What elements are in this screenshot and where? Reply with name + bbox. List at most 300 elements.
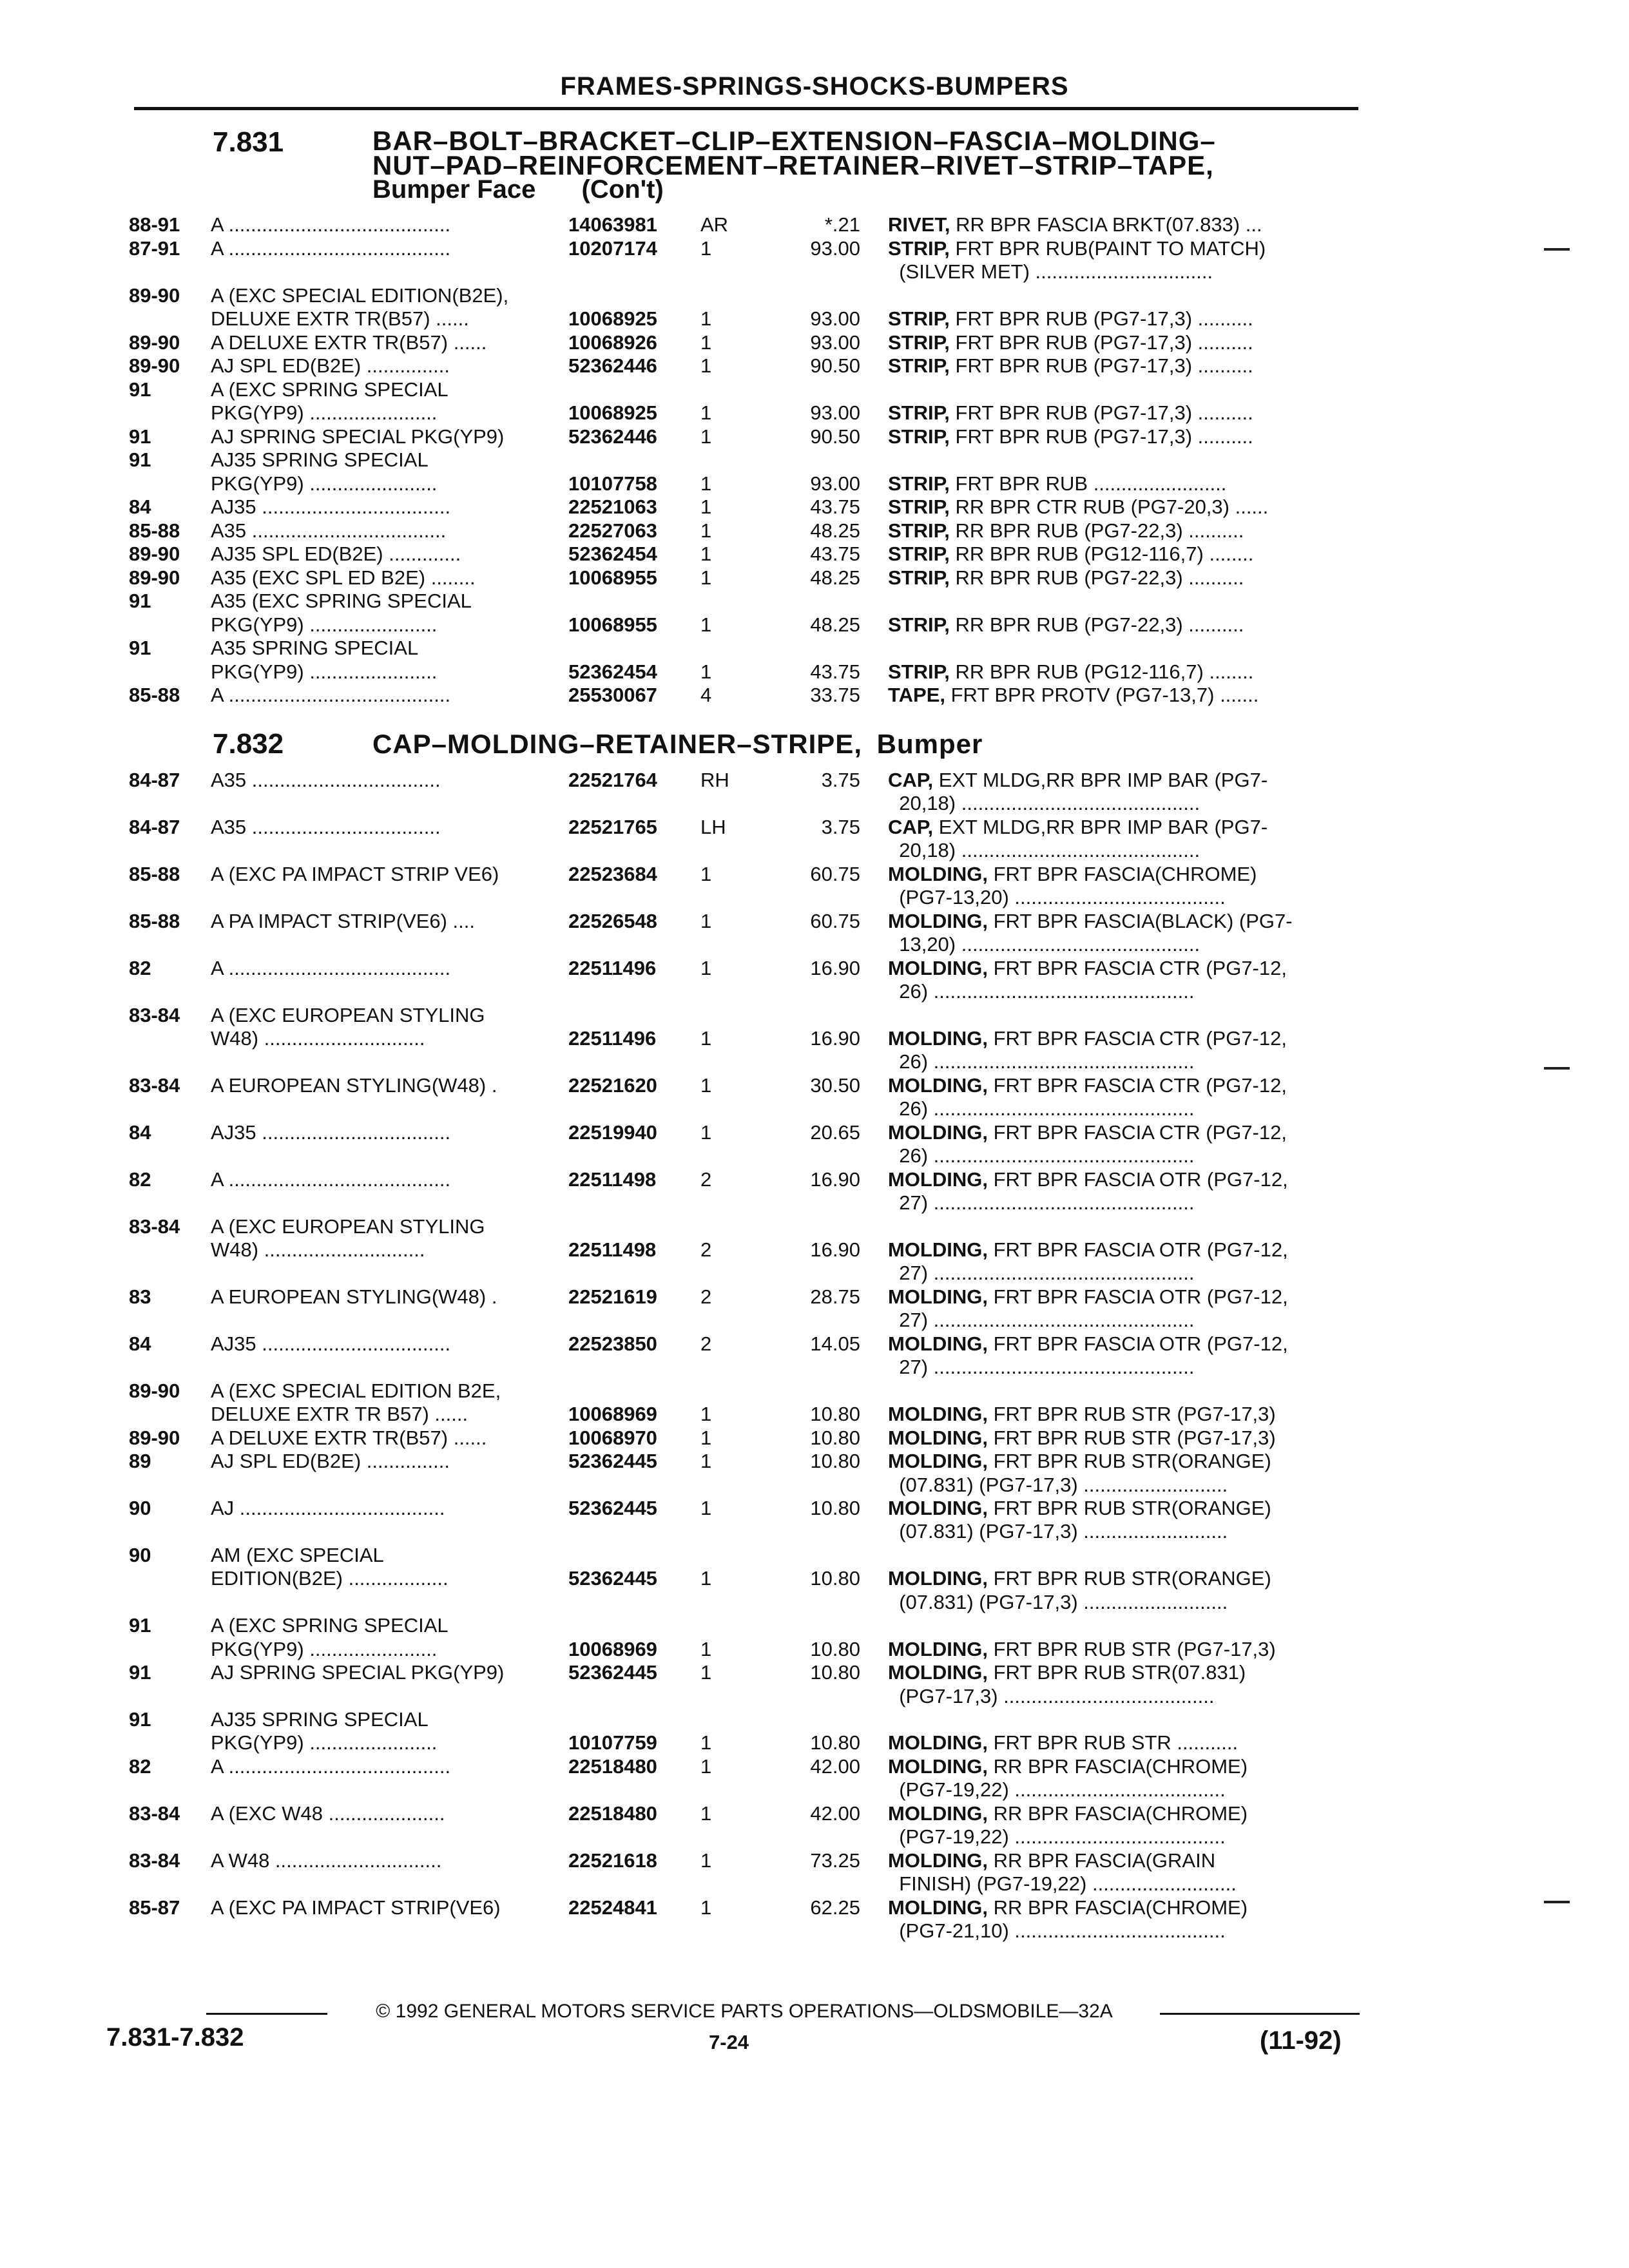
year-cell: 89-90 xyxy=(129,566,180,589)
part-name-detail: FRT BPR FASCIA OTR (PG7-12, xyxy=(988,1332,1288,1355)
year-cell: 84 xyxy=(129,1120,151,1144)
part-name-detail: FRT BPR RUB STR(07.831) xyxy=(988,1661,1246,1684)
description-cell: A35 SPRING SPECIAL xyxy=(211,637,419,659)
quantity-cell: 1 xyxy=(700,1731,712,1754)
part-name-cell xyxy=(888,909,1354,933)
year-cell: 83-84 xyxy=(129,1215,180,1238)
part-name-detail: (SILVER MET) ................................ xyxy=(888,260,1213,283)
part-name-cell xyxy=(888,1026,1354,1050)
part-name-keyword: MOLDING, xyxy=(888,909,988,932)
part-name-detail: (PG7-19,22) ...................................... xyxy=(888,1778,1226,1802)
description-cell: AM (EXC SPECIAL xyxy=(211,1543,384,1566)
part-name-detail: RR BPR FASCIA BRKT(07.833) ... xyxy=(950,213,1262,236)
part-name-detail: FRT BPR RUB(PAINT TO MATCH) xyxy=(949,236,1266,260)
part-name-cell xyxy=(888,331,1354,354)
part-name-detail: FRT BPR RUB (PG7-17,3) .......... xyxy=(949,354,1253,377)
description-cell: PKG(YP9) ....................... xyxy=(211,613,438,636)
part-name-detail: FRT BPR RUB (PG7-17,3) .......... xyxy=(949,401,1253,424)
quantity-cell: 1 xyxy=(700,862,712,885)
year-cell: 91 xyxy=(129,448,151,471)
part-name-detail: FINISH) (PG7-19,22) .......................... xyxy=(888,1872,1237,1896)
part-name-keyword: MOLDING, xyxy=(888,1849,988,1872)
year-cell: 83-84 xyxy=(129,1003,180,1026)
price-cell: 30.50 xyxy=(810,1073,860,1097)
quantity-cell: 1 xyxy=(700,1754,712,1778)
part-name-detail: 20,18) ........................................... xyxy=(888,839,1200,862)
part-name-cell xyxy=(888,1168,1354,1191)
part-name-detail: FRT BPR RUB (PG7-17,3) .......... xyxy=(949,425,1253,448)
description-cell: A (EXC PA IMPACT STRIP(VE6) xyxy=(211,1896,501,1919)
description-cell: A ........................................ xyxy=(211,1754,451,1778)
year-cell: 83 xyxy=(129,1285,151,1308)
part-name-keyword: MOLDING, xyxy=(888,1637,988,1660)
part-name-keyword: MOLDING, xyxy=(888,1450,988,1473)
part-name-keyword: STRIP, xyxy=(888,613,950,636)
part-number-cell: 22521619 xyxy=(568,1285,657,1308)
part-name-keyword: MOLDING, xyxy=(888,1168,988,1191)
part-number-cell: 52362445 xyxy=(568,1567,657,1590)
part-name-cell xyxy=(888,1849,1354,1872)
page-title: FRAMES-SPRINGS-SHOCKS-BUMPERS xyxy=(560,72,1069,101)
part-name-cell xyxy=(888,1050,1354,1073)
part-name-keyword: STRIP, xyxy=(888,236,950,260)
part-number-cell: 22524841 xyxy=(568,1896,657,1919)
description-cell: A ........................................ xyxy=(211,956,451,979)
part-number-cell: 52362445 xyxy=(568,1450,657,1473)
part-name-cell xyxy=(888,542,1354,566)
year-cell: 85-88 xyxy=(129,862,180,885)
quantity-cell: 1 xyxy=(700,1567,712,1590)
part-name-cell xyxy=(888,956,1354,980)
quantity-cell: 1 xyxy=(700,956,712,979)
part-name-detail: RR BPR FASCIA(CHROME) xyxy=(988,1754,1248,1778)
description-cell: AJ SPL ED(B2E) ............... xyxy=(211,354,450,377)
part-name-cell xyxy=(888,472,1354,495)
part-number-cell: 22521764 xyxy=(568,769,657,791)
year-cell: 85-88 xyxy=(129,684,180,706)
part-name-cell xyxy=(888,979,1354,1003)
part-name-detail: (PG7-21,10) ...................................... xyxy=(888,1919,1226,1943)
part-name-keyword: CAP, xyxy=(888,769,934,791)
part-name-keyword: MOLDING, xyxy=(888,1238,988,1261)
quantity-cell: 4 xyxy=(700,684,712,706)
description-cell: A (EXC SPRING SPECIAL xyxy=(211,378,448,401)
part-name-keyword: RIVET, xyxy=(888,213,950,236)
part-name-detail: RR BPR FASCIA(GRAIN xyxy=(988,1849,1216,1872)
year-cell: 91 xyxy=(129,1708,151,1731)
part-number-cell: 25530067 xyxy=(568,684,657,706)
price-cell: 28.75 xyxy=(810,1285,860,1308)
part-name-cell xyxy=(888,1308,1354,1332)
part-name-detail: RR BPR RUB (PG12-116,7) ........ xyxy=(949,660,1254,683)
part-name-detail: FRT BPR FASCIA CTR (PG7-12, xyxy=(988,1073,1287,1097)
part-name-cell xyxy=(888,1660,1354,1684)
description-cell: AJ35 .................................. xyxy=(211,1332,451,1355)
part-name-detail: 26) ............................................... xyxy=(888,1050,1195,1073)
part-name-detail: FRT BPR FASCIA CTR (PG7-12, xyxy=(988,1120,1287,1144)
quantity-cell: 1 xyxy=(700,1403,712,1426)
year-cell: 91 xyxy=(129,425,151,448)
part-name-detail: FRT BPR FASCIA CTR (PG7-12, xyxy=(988,956,1287,979)
part-name-detail: FRT BPR FASCIA OTR (PG7-12, xyxy=(988,1285,1288,1308)
description-cell: PKG(YP9) ....................... xyxy=(211,1637,438,1660)
part-name-keyword: STRIP, xyxy=(888,519,950,542)
part-number-cell: 10107759 xyxy=(568,1731,657,1754)
part-number-cell: 22518480 xyxy=(568,1802,657,1825)
price-cell: 10.80 xyxy=(810,1637,860,1660)
part-name-keyword: CAP, xyxy=(888,815,934,838)
description-cell: A (EXC EUROPEAN STYLING xyxy=(211,1215,485,1238)
price-cell: 16.90 xyxy=(810,956,860,979)
part-name-detail: FRT BPR RUB STR (PG7-17,3) xyxy=(988,1637,1276,1660)
part-name-detail: 20,18) ........................................... xyxy=(888,792,1200,815)
quantity-cell: 1 xyxy=(700,1496,712,1519)
part-name-cell xyxy=(888,660,1354,684)
part-number-cell: 10068970 xyxy=(568,1426,657,1449)
quantity-cell: 1 xyxy=(700,909,712,932)
quantity-cell: 2 xyxy=(700,1238,712,1261)
description-cell: AJ35 SPL ED(B2E) ............. xyxy=(211,543,461,565)
part-name-detail: (PG7-19,22) ...................................... xyxy=(888,1825,1226,1849)
part-name-keyword: MOLDING, xyxy=(888,956,988,979)
part-name-cell xyxy=(888,260,1354,284)
year-cell: 91 xyxy=(129,378,151,401)
quantity-cell: 1 xyxy=(700,613,712,636)
description-cell: PKG(YP9) ....................... xyxy=(211,1731,438,1754)
quantity-cell: 1 xyxy=(700,401,712,424)
part-name-cell xyxy=(888,1426,1354,1450)
part-name-cell xyxy=(888,1144,1354,1168)
description-cell: A (EXC SPRING SPECIAL xyxy=(211,1614,448,1637)
description-cell: AJ SPRING SPECIAL PKG(YP9) xyxy=(211,425,505,448)
quantity-cell: 1 xyxy=(700,495,712,518)
part-name-keyword: STRIP, xyxy=(888,660,950,683)
price-cell: 10.80 xyxy=(810,1450,860,1473)
part-name-detail: EXT MLDG,RR BPR IMP BAR (PG7- xyxy=(933,769,1268,791)
part-name-keyword: MOLDING, xyxy=(888,1496,988,1519)
description-cell: A (EXC SPECIAL EDITION(B2E), xyxy=(211,284,509,307)
description-cell: A ........................................ xyxy=(211,684,451,706)
part-name-keyword: MOLDING, xyxy=(888,1802,988,1825)
part-number-cell: 10068969 xyxy=(568,1637,657,1660)
quantity-cell: 2 xyxy=(700,1168,712,1191)
part-name-cell xyxy=(888,815,1354,839)
part-name-cell xyxy=(888,1590,1354,1614)
price-cell: 3.75 xyxy=(821,815,860,838)
part-name-detail: FRT BPR FASCIA(BLACK) (PG7- xyxy=(988,909,1293,932)
part-name-detail: EXT MLDG,RR BPR IMP BAR (PG7- xyxy=(933,815,1268,838)
year-cell: 91 xyxy=(129,637,151,659)
part-name-cell xyxy=(888,1238,1354,1262)
part-name-cell xyxy=(888,1355,1354,1379)
section-title xyxy=(372,729,983,759)
header-rule xyxy=(134,107,1358,110)
part-number-cell: 52362445 xyxy=(568,1661,657,1684)
year-cell: 91 xyxy=(129,1661,151,1684)
part-name-detail: RR BPR RUB (PG7-22,3) .......... xyxy=(949,519,1244,542)
part-name-keyword: STRIP, xyxy=(888,472,950,495)
part-number-cell: 22511496 xyxy=(568,956,657,979)
part-name-detail: (07.831) (PG7-17,3) .......................... xyxy=(888,1520,1228,1543)
year-cell: 91 xyxy=(129,1614,151,1637)
quantity-cell: LH xyxy=(700,815,726,838)
part-name-keyword: MOLDING, xyxy=(888,1403,988,1426)
description-cell: AJ35 SPRING SPECIAL xyxy=(211,448,429,471)
margin-mark xyxy=(1544,1067,1570,1070)
price-cell: 43.75 xyxy=(810,660,860,683)
part-number-cell: 22526548 xyxy=(568,909,657,932)
part-name-cell xyxy=(888,885,1354,909)
section-subtitle xyxy=(372,175,664,204)
part-name-detail: (07.831) (PG7-17,3) .......................... xyxy=(888,1590,1228,1613)
price-cell: 48.25 xyxy=(810,519,860,542)
description-cell: A ........................................ xyxy=(211,213,451,236)
year-cell: 89-90 xyxy=(129,354,180,377)
price-cell: 14.05 xyxy=(810,1332,860,1355)
year-cell: 89-90 xyxy=(129,331,180,354)
part-name-keyword: MOLDING, xyxy=(888,1285,988,1308)
description-cell: DELUXE EXTR TR(B57) ...... xyxy=(211,307,469,330)
price-cell: 93.00 xyxy=(810,236,860,260)
part-name-detail: FRT BPR RUB STR (PG7-17,3) xyxy=(988,1403,1276,1426)
description-cell: A DELUXE EXTR TR(B57) ...... xyxy=(211,331,487,354)
part-name-detail: RR BPR RUB (PG7-22,3) .......... xyxy=(949,566,1244,589)
year-cell: 82 xyxy=(129,1754,151,1778)
price-cell: 73.25 xyxy=(810,1849,860,1872)
price-cell: 16.90 xyxy=(810,1238,860,1261)
description-cell: A (EXC PA IMPACT STRIP VE6) xyxy=(211,862,499,885)
part-name-keyword: TAPE, xyxy=(888,684,945,706)
part-name-keyword: MOLDING, xyxy=(888,1120,988,1144)
description-cell: A35 .................................. xyxy=(211,769,441,791)
part-number-cell: 10207174 xyxy=(568,236,657,260)
part-name-detail: FRT BPR RUB STR(ORANGE) xyxy=(988,1450,1271,1473)
quantity-cell: 1 xyxy=(700,236,712,260)
part-name-cell xyxy=(888,1449,1354,1473)
part-name-detail: FRT BPR FASCIA OTR (PG7-12, xyxy=(988,1168,1288,1191)
price-cell: 16.90 xyxy=(810,1026,860,1050)
description-cell: A ........................................ xyxy=(211,1168,451,1191)
part-number-cell: 10068926 xyxy=(568,331,657,354)
description-cell: PKG(YP9) ....................... xyxy=(211,472,438,495)
margin-mark xyxy=(1544,1901,1570,1903)
part-name-detail: FRT BPR RUB (PG7-17,3) .......... xyxy=(949,331,1253,354)
part-number-cell: 10068925 xyxy=(568,401,657,424)
part-name-detail: RR BPR RUB (PG7-22,3) .......... xyxy=(949,613,1244,636)
part-name-detail: (PG7-17,3) ...................................... xyxy=(888,1684,1215,1707)
part-name-cell xyxy=(888,1191,1354,1215)
description-cell: PKG(YP9) ....................... xyxy=(211,660,438,683)
price-cell: 48.25 xyxy=(810,613,860,636)
price-cell: 60.75 xyxy=(810,862,860,885)
part-name-detail: 26) ............................................... xyxy=(888,980,1195,1003)
quantity-cell: 1 xyxy=(700,519,712,542)
part-name-keyword: MOLDING, xyxy=(888,1073,988,1097)
footer-rule-right xyxy=(1160,2013,1360,2015)
quantity-cell: 1 xyxy=(700,354,712,377)
part-name-detail: (PG7-13,20) ...................................... xyxy=(888,886,1226,909)
year-cell: 88-91 xyxy=(129,213,180,236)
year-cell: 89-90 xyxy=(129,1379,180,1402)
quantity-cell: 1 xyxy=(700,566,712,589)
part-name-cell xyxy=(888,1802,1354,1825)
part-name-detail: FRT BPR RUB STR(ORANGE) xyxy=(988,1496,1271,1519)
price-cell: 10.80 xyxy=(810,1567,860,1590)
description-cell: A DELUXE EXTR TR(B57) ...... xyxy=(211,1426,487,1449)
part-name-cell xyxy=(888,1919,1354,1943)
part-number-cell: 10068925 xyxy=(568,307,657,330)
part-name-cell xyxy=(888,932,1354,956)
price-cell: 62.25 xyxy=(810,1896,860,1919)
part-name-detail: RR BPR FASCIA(CHROME) xyxy=(988,1896,1248,1919)
quantity-cell: 1 xyxy=(700,425,712,448)
description-cell: A W48 .............................. xyxy=(211,1849,442,1872)
part-name-cell xyxy=(888,1896,1354,1919)
part-name-detail: FRT BPR RUB (PG7-17,3) .......... xyxy=(949,307,1253,330)
part-name-keyword: STRIP, xyxy=(888,495,950,518)
description-cell: A PA IMPACT STRIP(VE6) .... xyxy=(211,909,475,932)
part-name-cell xyxy=(888,1778,1354,1802)
description-cell: AJ SPL ED(B2E) ............... xyxy=(211,1450,450,1473)
part-name-cell xyxy=(888,307,1354,331)
description-cell: AJ35 SPRING SPECIAL xyxy=(211,1708,429,1731)
part-name-keyword: MOLDING, xyxy=(888,1426,988,1449)
year-cell: 82 xyxy=(129,956,151,979)
price-cell: 90.50 xyxy=(810,425,860,448)
part-name-keyword: STRIP, xyxy=(888,401,950,424)
quantity-cell: 1 xyxy=(700,543,712,565)
part-name-cell xyxy=(888,1754,1354,1778)
part-name-cell xyxy=(888,566,1354,590)
part-name-keyword: MOLDING, xyxy=(888,1661,988,1684)
price-cell: 10.80 xyxy=(810,1496,860,1519)
part-number-cell: 22511498 xyxy=(568,1238,657,1261)
part-name-cell xyxy=(888,213,1354,236)
part-name-detail: FRT BPR RUB STR (PG7-17,3) xyxy=(988,1426,1276,1449)
section-subtitle-name: Bumper xyxy=(876,729,983,759)
year-cell: 89-90 xyxy=(129,543,180,565)
part-name-detail: 27) ............................................... xyxy=(888,1309,1195,1332)
margin-mark xyxy=(1544,248,1570,251)
part-number-cell: 10068955 xyxy=(568,613,657,636)
part-number-cell: 22511498 xyxy=(568,1168,657,1191)
footer-page-number: 7-24 xyxy=(709,2031,749,2053)
part-name-cell xyxy=(888,1684,1354,1708)
year-cell: 91 xyxy=(129,590,151,612)
year-cell: 82 xyxy=(129,1168,151,1191)
part-name-cell xyxy=(888,1285,1354,1309)
description-cell: EDITION(B2E) .................. xyxy=(211,1567,448,1590)
quantity-cell: 1 xyxy=(700,307,712,330)
quantity-cell: 1 xyxy=(700,1661,712,1684)
quantity-cell: RH xyxy=(700,769,729,791)
quantity-cell: 1 xyxy=(700,1637,712,1660)
year-cell: 84-87 xyxy=(129,815,180,838)
part-name-detail: FRT BPR FASCIA CTR (PG7-12, xyxy=(988,1026,1287,1050)
section-number: 7.832 xyxy=(213,728,284,760)
price-cell: 42.00 xyxy=(810,1754,860,1778)
quantity-cell: 1 xyxy=(700,1896,712,1919)
part-number-cell: 22518480 xyxy=(568,1754,657,1778)
year-cell: 83-84 xyxy=(129,1802,180,1825)
price-cell: 10.80 xyxy=(810,1426,860,1449)
year-cell: 90 xyxy=(129,1496,151,1519)
part-name-detail: FRT BPR PROTV (PG7-13,7) ....... xyxy=(945,684,1259,706)
price-cell: 90.50 xyxy=(810,354,860,377)
part-name-cell xyxy=(888,1637,1354,1661)
quantity-cell: 2 xyxy=(700,1285,712,1308)
price-cell: 93.00 xyxy=(810,307,860,330)
part-name-detail: FRT BPR RUB STR(ORANGE) xyxy=(988,1567,1271,1590)
description-cell: DELUXE EXTR TR B57) ...... xyxy=(211,1403,468,1426)
part-name-keyword: MOLDING, xyxy=(888,1332,988,1355)
description-cell: AJ SPRING SPECIAL PKG(YP9) xyxy=(211,1661,505,1684)
price-cell: *.21 xyxy=(824,213,860,236)
part-name-cell xyxy=(888,838,1354,862)
price-cell: 60.75 xyxy=(810,909,860,932)
section-title-line1: BAR–BOLT–BRACKET–CLIP–EXTENSION–FASCIA–MOLDING– xyxy=(372,126,1216,156)
description-cell: AJ ..................................... xyxy=(211,1496,445,1519)
quantity-cell: 1 xyxy=(700,660,712,683)
quantity-cell: 1 xyxy=(700,331,712,354)
price-cell: 10.80 xyxy=(810,1661,860,1684)
year-cell: 89-90 xyxy=(129,1426,180,1449)
part-name-cell xyxy=(888,401,1354,425)
part-name-detail: 13,20) ........................................... xyxy=(888,933,1200,956)
section-number: 7.831 xyxy=(213,126,284,158)
part-name-cell xyxy=(888,236,1354,260)
part-name-cell xyxy=(888,1825,1354,1849)
description-cell: W48) ............................. xyxy=(211,1238,425,1261)
section-subtitle-cont: (Con't) xyxy=(581,175,664,204)
quantity-cell: 1 xyxy=(700,1426,712,1449)
year-cell: 83-84 xyxy=(129,1849,180,1872)
description-cell: AJ35 .................................. xyxy=(211,1120,451,1144)
part-name-keyword: STRIP, xyxy=(888,425,950,448)
part-name-cell xyxy=(888,1402,1354,1426)
year-cell: 89 xyxy=(129,1450,151,1473)
part-name-cell xyxy=(888,354,1354,378)
quantity-cell: 1 xyxy=(700,1802,712,1825)
part-name-detail: RR BPR RUB (PG12-116,7) ........ xyxy=(949,543,1254,565)
year-cell: 85-88 xyxy=(129,909,180,932)
year-cell: 87-91 xyxy=(129,236,180,260)
description-cell: A ........................................ xyxy=(211,236,451,260)
part-number-cell: 22527063 xyxy=(568,519,657,542)
part-name-detail: 27) ............................................... xyxy=(888,1262,1195,1285)
part-name-cell xyxy=(888,1473,1354,1497)
part-name-cell xyxy=(888,1097,1354,1120)
part-name-cell xyxy=(888,1332,1354,1356)
part-name-cell xyxy=(888,613,1354,637)
description-cell: W48) ............................. xyxy=(211,1026,425,1050)
part-name-keyword: MOLDING, xyxy=(888,862,988,885)
quantity-cell: 1 xyxy=(700,1450,712,1473)
part-number-cell: 22511496 xyxy=(568,1026,657,1050)
part-name-keyword: MOLDING, xyxy=(888,1026,988,1050)
footer-copyright: © 1992 GENERAL MOTORS SERVICE PARTS OPERATIONS—OLDSMOBILE—32A xyxy=(376,2001,1113,2022)
year-cell: 84-87 xyxy=(129,769,180,791)
part-name-detail: RR BPR FASCIA(CHROME) xyxy=(988,1802,1248,1825)
description-cell: A35 ................................... xyxy=(211,519,447,542)
part-name-keyword: STRIP, xyxy=(888,354,950,377)
part-name-cell xyxy=(888,791,1354,815)
year-cell: 84 xyxy=(129,495,151,518)
part-number-cell: 22521765 xyxy=(568,815,657,838)
part-name-keyword: MOLDING, xyxy=(888,1754,988,1778)
price-cell: 48.25 xyxy=(810,566,860,589)
price-cell: 20.65 xyxy=(810,1120,860,1144)
